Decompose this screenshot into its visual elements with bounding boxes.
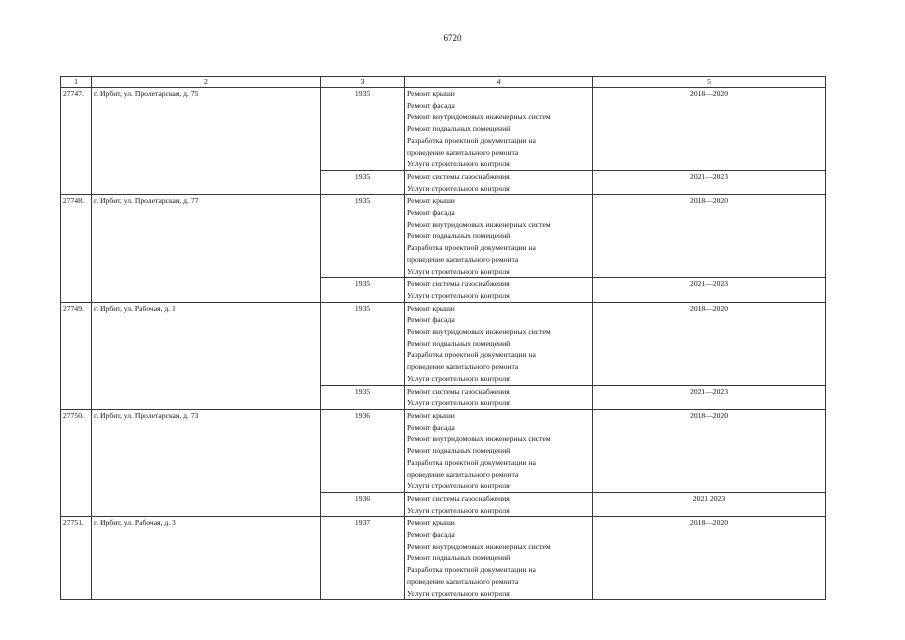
work-item: Услуги строительного контроля: [407, 266, 510, 276]
table-row: [61, 88, 826, 171]
works-cell: [405, 385, 593, 409]
work-item: Ремонт системы газоснабжения: [407, 386, 510, 396]
entry-number: 27750.: [61, 409, 92, 516]
work-item: проведение капитального ремонта: [407, 469, 519, 479]
work-item: Ремонт подвальных помещений: [407, 338, 511, 348]
work-item: Ремонт крыши: [407, 303, 455, 313]
entry-number: 27751.: [61, 517, 92, 600]
works-cell: [405, 409, 593, 492]
period-cell: 2021 2023: [593, 492, 826, 516]
column-number: 4: [405, 77, 593, 88]
work-item: Услуги строительного контроля: [407, 505, 510, 515]
work-item: Разработка проектной документации на: [407, 350, 536, 360]
repair-schedule-table: [60, 76, 826, 600]
address-cell: г. Ирбит, ул. Пролетарская, д. 75: [92, 88, 321, 195]
work-item: Ремонт внутридомовых инженерных систем: [407, 541, 551, 551]
works-cell: [405, 170, 593, 194]
year-cell: 1935: [321, 195, 405, 278]
work-item: Ремонт крыши: [407, 518, 455, 528]
work-item: Ремонт крыши: [407, 410, 455, 420]
period-cell: 2021—2023: [593, 170, 826, 194]
column-number: 1: [61, 77, 92, 88]
entry-number: 27749.: [61, 302, 92, 409]
work-item: Услуги строительного контроля: [407, 183, 510, 193]
work-item: Ремонт фасада: [407, 530, 455, 540]
work-item: Услуги строительного контроля: [407, 290, 510, 300]
work-item: Ремонт подвальных помещений: [407, 553, 511, 563]
column-number: 5: [593, 77, 826, 88]
year-cell: 1935: [321, 278, 405, 302]
entry-number: 27747.: [61, 88, 92, 195]
column-number: 3: [321, 77, 405, 88]
table-row: [61, 409, 826, 492]
works-cell: [405, 492, 593, 516]
work-item: проведение капитального ремонта: [407, 254, 519, 264]
works-cell: [405, 302, 593, 385]
work-item: Ремонт фасада: [407, 315, 455, 325]
work-item: Ремонт крыши: [407, 89, 455, 98]
period-cell: 2018—2020: [593, 88, 826, 171]
work-item: проведение капитального ремонта: [407, 147, 519, 157]
works-cell: [405, 88, 593, 171]
page-number: 6720: [443, 33, 462, 43]
work-item: проведение капитального ремонта: [407, 362, 519, 372]
work-item: Ремонт внутридомовых инженерных систем: [407, 327, 551, 337]
year-cell: 1936: [321, 409, 405, 492]
period-cell: 2018—2020: [593, 302, 826, 385]
works-cell: [405, 517, 593, 600]
year-cell: 1936: [321, 492, 405, 516]
work-item: Разработка проектной документации на: [407, 135, 536, 145]
year-cell: 1935: [321, 170, 405, 194]
work-item: Услуги строительного контроля: [407, 588, 510, 598]
work-item: Ремонт внутридомовых инженерных систем: [407, 219, 551, 229]
address-cell: г. Ирбит, ул. Рабочая, д. 1: [92, 302, 321, 409]
work-item: Ремонт системы газоснабжения: [407, 493, 510, 503]
work-item: проведение капитального ремонта: [407, 576, 519, 586]
column-number-row: [61, 77, 826, 88]
works-cell: [405, 195, 593, 278]
work-item: Ремонт системы газоснабжения: [407, 171, 510, 181]
work-item: Ремонт подвальных помещений: [407, 231, 511, 241]
work-item: Разработка проектной документации на: [407, 243, 536, 253]
table-row: [61, 302, 826, 385]
year-cell: 1935: [321, 302, 405, 385]
work-item: Ремонт системы газоснабжения: [407, 279, 510, 289]
entry-number: 27748.: [61, 195, 92, 302]
work-item: Ремонт фасада: [407, 100, 455, 110]
works-cell: [405, 278, 593, 302]
work-item: Ремонт подвальных помещений: [407, 124, 511, 134]
year-cell: 1935: [321, 88, 405, 171]
address-cell: г. Ирбит, ул. Рабочая, д. 3: [92, 517, 321, 600]
work-item: Услуги строительного контроля: [407, 398, 510, 408]
work-item: Разработка проектной документации на: [407, 457, 536, 467]
work-item: Ремонт фасада: [407, 422, 455, 432]
work-item: Услуги строительного контроля: [407, 481, 510, 491]
period-cell: 2021—2023: [593, 385, 826, 409]
period-cell: 2018—2020: [593, 195, 826, 278]
year-cell: 1935: [321, 385, 405, 409]
work-item: Разработка проектной документации на: [407, 565, 536, 575]
work-item: Ремонт крыши: [407, 196, 455, 206]
table-row: [61, 517, 826, 600]
work-item: Ремонт подвальных помещений: [407, 446, 511, 456]
work-item: Ремонт внутридомовых инженерных систем: [407, 112, 551, 122]
work-item: Услуги строительного контроля: [407, 373, 510, 383]
period-cell: 2018—2020: [593, 409, 826, 492]
column-number: 2: [92, 77, 321, 88]
work-item: Ремонт внутридомовых инженерных систем: [407, 434, 551, 444]
year-cell: 1937: [321, 517, 405, 600]
work-item: Ремонт фасада: [407, 208, 455, 218]
period-cell: 2018—2020: [593, 517, 826, 600]
work-item: Услуги строительного контроля: [407, 159, 510, 169]
address-cell: г. Ирбит, ул. Пролетарская, д. 73: [92, 409, 321, 516]
address-cell: г. Ирбит, ул. Пролетарская, д. 77: [92, 195, 321, 302]
period-cell: 2021—2023: [593, 278, 826, 302]
table-row: [61, 195, 826, 278]
